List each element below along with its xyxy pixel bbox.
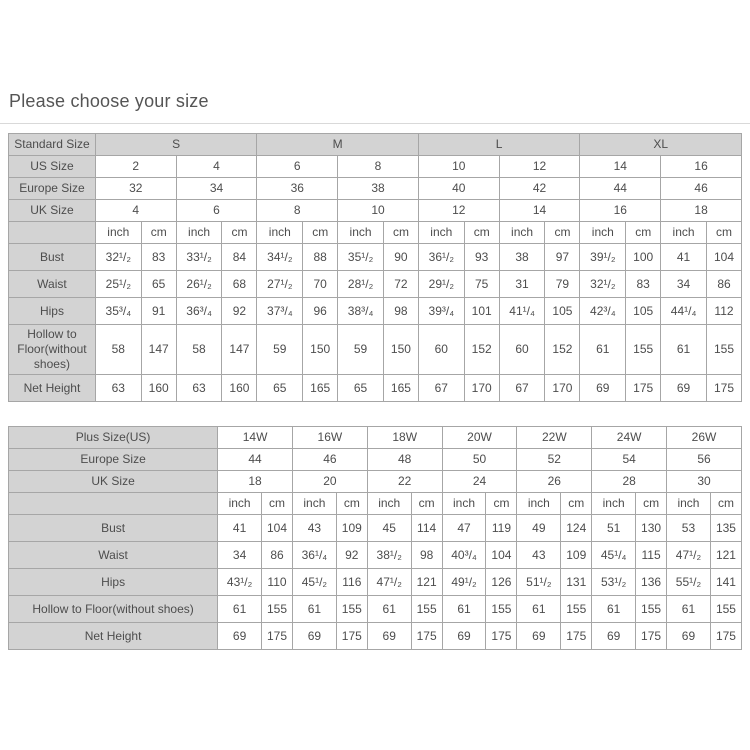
unit-cell: cm (383, 222, 418, 244)
value-cell: 65 (257, 375, 303, 402)
size-cell: 50 (442, 449, 517, 471)
value-cell: 116 (336, 569, 367, 596)
value-cell: 26¹/₂ (176, 271, 222, 298)
size-cell: 22 (367, 471, 442, 493)
size-cell: 24 (442, 471, 517, 493)
unit-cell: cm (545, 222, 580, 244)
size-cell: 10 (418, 156, 499, 178)
size-cell: 32 (95, 178, 176, 200)
page-title: Please choose your size (9, 91, 209, 111)
value-cell: 165 (383, 375, 418, 402)
unit-cell: cm (486, 493, 517, 515)
row-label-cell: Waist (9, 542, 218, 569)
row-label-cell: Standard Size (9, 134, 96, 156)
value-cell: 105 (545, 298, 580, 325)
table-row-waist (9, 542, 742, 569)
value-cell: 72 (383, 271, 418, 298)
size-cell: 16W (292, 427, 367, 449)
value-cell: 70 (303, 271, 338, 298)
value-cell: 53 (667, 515, 711, 542)
value-cell: 38³/₄ (338, 298, 384, 325)
value-cell: 61 (667, 596, 711, 623)
size-cell: 18W (367, 427, 442, 449)
size-cell: 8 (257, 200, 338, 222)
row-label-cell (9, 493, 218, 515)
table-row-europe-size (9, 449, 742, 471)
value-cell: 155 (710, 596, 741, 623)
unit-cell: inch (367, 493, 411, 515)
size-cell: 14W (218, 427, 293, 449)
value-cell: 36¹/₂ (418, 244, 464, 271)
value-cell: 55¹/₂ (667, 569, 711, 596)
unit-cell: inch (176, 222, 222, 244)
unit-cell: inch (218, 493, 262, 515)
value-cell: 35¹/₂ (338, 244, 384, 271)
value-cell: 67 (499, 375, 545, 402)
value-cell: 170 (545, 375, 580, 402)
value-cell: 155 (626, 325, 661, 375)
table-row-units (9, 222, 742, 244)
value-cell: 60 (499, 325, 545, 375)
unit-cell: cm (303, 222, 338, 244)
value-cell: 65 (141, 271, 176, 298)
table-row-waist (9, 271, 742, 298)
row-label-cell: Waist (9, 271, 96, 298)
value-cell: 155 (411, 596, 442, 623)
value-cell: 49¹/₂ (442, 569, 486, 596)
value-cell: 90 (383, 244, 418, 271)
value-cell: 93 (464, 244, 499, 271)
size-cell: 14 (580, 156, 661, 178)
unit-cell: inch (95, 222, 141, 244)
size-cell: 4 (176, 156, 257, 178)
value-cell: 28¹/₂ (338, 271, 384, 298)
size-cell: 22W (517, 427, 592, 449)
table-row-hips (9, 298, 742, 325)
row-label-cell: Hollow to Floor(without shoes) (9, 325, 96, 375)
value-cell: 175 (411, 623, 442, 650)
size-cell: 20 (292, 471, 367, 493)
value-cell: 104 (706, 244, 741, 271)
table-row-hollow-to-floor-without-shoes (9, 325, 742, 375)
size-cell: 8 (338, 156, 419, 178)
row-label-cell: Hips (9, 298, 96, 325)
value-cell: 36¹/₄ (292, 542, 336, 569)
value-cell: 49 (517, 515, 561, 542)
value-cell: 141 (710, 569, 741, 596)
row-label-cell: US Size (9, 156, 96, 178)
value-cell: 83 (626, 271, 661, 298)
value-cell: 92 (222, 298, 257, 325)
value-cell: 104 (262, 515, 293, 542)
value-cell: 112 (706, 298, 741, 325)
value-cell: 86 (706, 271, 741, 298)
size-cell: 12 (499, 156, 580, 178)
value-cell: 155 (486, 596, 517, 623)
value-cell: 34 (661, 271, 707, 298)
unit-cell: inch (292, 493, 336, 515)
unit-cell: cm (706, 222, 741, 244)
value-cell: 33¹/₂ (176, 244, 222, 271)
value-cell: 175 (486, 623, 517, 650)
value-cell: 31 (499, 271, 545, 298)
value-cell: 98 (383, 298, 418, 325)
value-cell: 170 (464, 375, 499, 402)
title-divider (0, 123, 750, 124)
value-cell: 41¹/₄ (499, 298, 545, 325)
table-row-uk-size (9, 200, 742, 222)
value-cell: 51 (592, 515, 636, 542)
row-label-cell: Europe Size (9, 449, 218, 471)
value-cell: 45 (367, 515, 411, 542)
row-label-cell: UK Size (9, 471, 218, 493)
table-row-plus-size-us (9, 427, 742, 449)
value-cell: 69 (367, 623, 411, 650)
size-cell: 42 (499, 178, 580, 200)
unit-cell: inch (661, 222, 707, 244)
unit-cell: inch (499, 222, 545, 244)
value-cell: 175 (262, 623, 293, 650)
size-cell: L (418, 134, 580, 156)
unit-cell: inch (592, 493, 636, 515)
value-cell: 152 (545, 325, 580, 375)
table-row-hips (9, 569, 742, 596)
value-cell: 35³/₄ (95, 298, 141, 325)
value-cell: 61 (292, 596, 336, 623)
value-cell: 115 (636, 542, 667, 569)
size-cell: M (257, 134, 419, 156)
value-cell: 175 (636, 623, 667, 650)
value-cell: 63 (176, 375, 222, 402)
value-cell: 69 (592, 623, 636, 650)
value-cell: 165 (303, 375, 338, 402)
value-cell: 61 (442, 596, 486, 623)
value-cell: 69 (580, 375, 626, 402)
value-cell: 25¹/₂ (95, 271, 141, 298)
value-cell: 136 (636, 569, 667, 596)
value-cell: 150 (383, 325, 418, 375)
value-cell: 126 (486, 569, 517, 596)
value-cell: 98 (411, 542, 442, 569)
value-cell: 58 (95, 325, 141, 375)
value-cell: 100 (626, 244, 661, 271)
size-cell: 18 (661, 200, 742, 222)
size-cell: 44 (218, 449, 293, 471)
value-cell: 68 (222, 271, 257, 298)
value-cell: 43 (517, 542, 561, 569)
value-cell: 147 (222, 325, 257, 375)
row-label-cell: Plus Size(US) (9, 427, 218, 449)
size-cell: 18 (218, 471, 293, 493)
table-row-net-height (9, 375, 742, 402)
value-cell: 119 (486, 515, 517, 542)
size-cell: 12 (418, 200, 499, 222)
size-cell: 6 (176, 200, 257, 222)
value-cell: 109 (561, 542, 592, 569)
value-cell: 104 (486, 542, 517, 569)
value-cell: 160 (222, 375, 257, 402)
value-cell: 155 (706, 325, 741, 375)
size-cell: 26 (517, 471, 592, 493)
value-cell: 101 (464, 298, 499, 325)
value-cell: 130 (636, 515, 667, 542)
unit-cell: cm (561, 493, 592, 515)
size-cell: 28 (592, 471, 667, 493)
row-label-cell (9, 222, 96, 244)
value-cell: 43¹/₂ (218, 569, 262, 596)
unit-cell: inch (580, 222, 626, 244)
standard-size-table (8, 133, 742, 402)
table-row-bust (9, 515, 742, 542)
value-cell: 155 (561, 596, 592, 623)
value-cell: 34¹/₂ (257, 244, 303, 271)
row-label-cell: Hollow to Floor(without shoes) (9, 596, 218, 623)
size-cell: 40 (418, 178, 499, 200)
size-cell: 56 (667, 449, 742, 471)
unit-cell: cm (710, 493, 741, 515)
size-cell: 36 (257, 178, 338, 200)
table-row-bust (9, 244, 742, 271)
value-cell: 53¹/₂ (592, 569, 636, 596)
table-row-standard-size (9, 134, 742, 156)
value-cell: 65 (338, 375, 384, 402)
value-cell: 42³/₄ (580, 298, 626, 325)
unit-cell: inch (517, 493, 561, 515)
value-cell: 51¹/₂ (517, 569, 561, 596)
value-cell: 105 (626, 298, 661, 325)
value-cell: 150 (303, 325, 338, 375)
row-label-cell: Bust (9, 515, 218, 542)
size-cell: 44 (580, 178, 661, 200)
value-cell: 58 (176, 325, 222, 375)
size-cell: 16 (580, 200, 661, 222)
unit-cell: inch (418, 222, 464, 244)
value-cell: 69 (292, 623, 336, 650)
unit-cell: inch (338, 222, 384, 244)
row-label-cell: Bust (9, 244, 96, 271)
value-cell: 175 (626, 375, 661, 402)
unit-cell: cm (626, 222, 661, 244)
value-cell: 41 (661, 244, 707, 271)
value-cell: 155 (262, 596, 293, 623)
unit-cell: cm (262, 493, 293, 515)
value-cell: 59 (338, 325, 384, 375)
value-cell: 109 (336, 515, 367, 542)
value-cell: 175 (706, 375, 741, 402)
size-cell: 48 (367, 449, 442, 471)
value-cell: 61 (218, 596, 262, 623)
value-cell: 88 (303, 244, 338, 271)
value-cell: 47 (442, 515, 486, 542)
table-row-hollow-to-floor-without-shoes (9, 596, 742, 623)
row-label-cell: Europe Size (9, 178, 96, 200)
row-label-cell: Net Height (9, 375, 96, 402)
value-cell: 121 (710, 542, 741, 569)
unit-cell: inch (667, 493, 711, 515)
size-cell: 34 (176, 178, 257, 200)
row-label-cell: Net Height (9, 623, 218, 650)
value-cell: 39¹/₂ (580, 244, 626, 271)
value-cell: 121 (411, 569, 442, 596)
value-cell: 61 (367, 596, 411, 623)
size-cell: 46 (292, 449, 367, 471)
unit-cell: cm (141, 222, 176, 244)
value-cell: 69 (667, 623, 711, 650)
value-cell: 47¹/₂ (667, 542, 711, 569)
value-cell: 61 (661, 325, 707, 375)
size-cell: 16 (661, 156, 742, 178)
value-cell: 34 (218, 542, 262, 569)
size-cell: 52 (517, 449, 592, 471)
size-cell: 38 (338, 178, 419, 200)
size-cell: 54 (592, 449, 667, 471)
table-row-net-height (9, 623, 742, 650)
value-cell: 110 (262, 569, 293, 596)
value-cell: 45¹/₄ (592, 542, 636, 569)
value-cell: 61 (580, 325, 626, 375)
value-cell: 175 (710, 623, 741, 650)
value-cell: 69 (218, 623, 262, 650)
size-cell: 6 (257, 156, 338, 178)
size-cell: 4 (95, 200, 176, 222)
table-row-units (9, 493, 742, 515)
value-cell: 79 (545, 271, 580, 298)
value-cell: 84 (222, 244, 257, 271)
size-cell: S (95, 134, 257, 156)
value-cell: 47¹/₂ (367, 569, 411, 596)
value-cell: 92 (336, 542, 367, 569)
value-cell: 155 (636, 596, 667, 623)
value-cell: 61 (517, 596, 561, 623)
value-cell: 124 (561, 515, 592, 542)
value-cell: 83 (141, 244, 176, 271)
value-cell: 75 (464, 271, 499, 298)
value-cell: 40³/₄ (442, 542, 486, 569)
size-cell: 14 (499, 200, 580, 222)
size-cell: 20W (442, 427, 517, 449)
value-cell: 147 (141, 325, 176, 375)
value-cell: 155 (336, 596, 367, 623)
value-cell: 152 (464, 325, 499, 375)
size-cell: 46 (661, 178, 742, 200)
value-cell: 61 (592, 596, 636, 623)
size-cell: 24W (592, 427, 667, 449)
value-cell: 135 (710, 515, 741, 542)
value-cell: 67 (418, 375, 464, 402)
unit-cell: inch (257, 222, 303, 244)
value-cell: 27¹/₂ (257, 271, 303, 298)
value-cell: 91 (141, 298, 176, 325)
size-cell: 26W (667, 427, 742, 449)
value-cell: 63 (95, 375, 141, 402)
value-cell: 36³/₄ (176, 298, 222, 325)
table-row-us-size (9, 156, 742, 178)
unit-cell: cm (464, 222, 499, 244)
size-cell: 10 (338, 200, 419, 222)
value-cell: 41 (218, 515, 262, 542)
value-cell: 60 (418, 325, 464, 375)
row-label-cell: Hips (9, 569, 218, 596)
unit-cell: cm (336, 493, 367, 515)
value-cell: 96 (303, 298, 338, 325)
unit-cell: cm (411, 493, 442, 515)
value-cell: 32¹/₂ (95, 244, 141, 271)
value-cell: 160 (141, 375, 176, 402)
size-charts-container (8, 133, 742, 650)
value-cell: 175 (561, 623, 592, 650)
value-cell: 29¹/₂ (418, 271, 464, 298)
value-cell: 39³/₄ (418, 298, 464, 325)
table-row-uk-size (9, 471, 742, 493)
unit-cell: cm (222, 222, 257, 244)
value-cell: 59 (257, 325, 303, 375)
size-cell: 30 (667, 471, 742, 493)
value-cell: 44¹/₄ (661, 298, 707, 325)
value-cell: 86 (262, 542, 293, 569)
value-cell: 38 (499, 244, 545, 271)
table-row-europe-size (9, 178, 742, 200)
value-cell: 69 (517, 623, 561, 650)
value-cell: 45¹/₂ (292, 569, 336, 596)
value-cell: 69 (442, 623, 486, 650)
unit-cell: inch (442, 493, 486, 515)
row-label-cell: UK Size (9, 200, 96, 222)
value-cell: 37³/₄ (257, 298, 303, 325)
value-cell: 69 (661, 375, 707, 402)
size-cell: 2 (95, 156, 176, 178)
size-cell: XL (580, 134, 742, 156)
value-cell: 38¹/₂ (367, 542, 411, 569)
value-cell: 131 (561, 569, 592, 596)
value-cell: 114 (411, 515, 442, 542)
unit-cell: cm (636, 493, 667, 515)
value-cell: 43 (292, 515, 336, 542)
value-cell: 175 (336, 623, 367, 650)
value-cell: 97 (545, 244, 580, 271)
plus-size-table (8, 426, 742, 650)
value-cell: 32¹/₂ (580, 271, 626, 298)
